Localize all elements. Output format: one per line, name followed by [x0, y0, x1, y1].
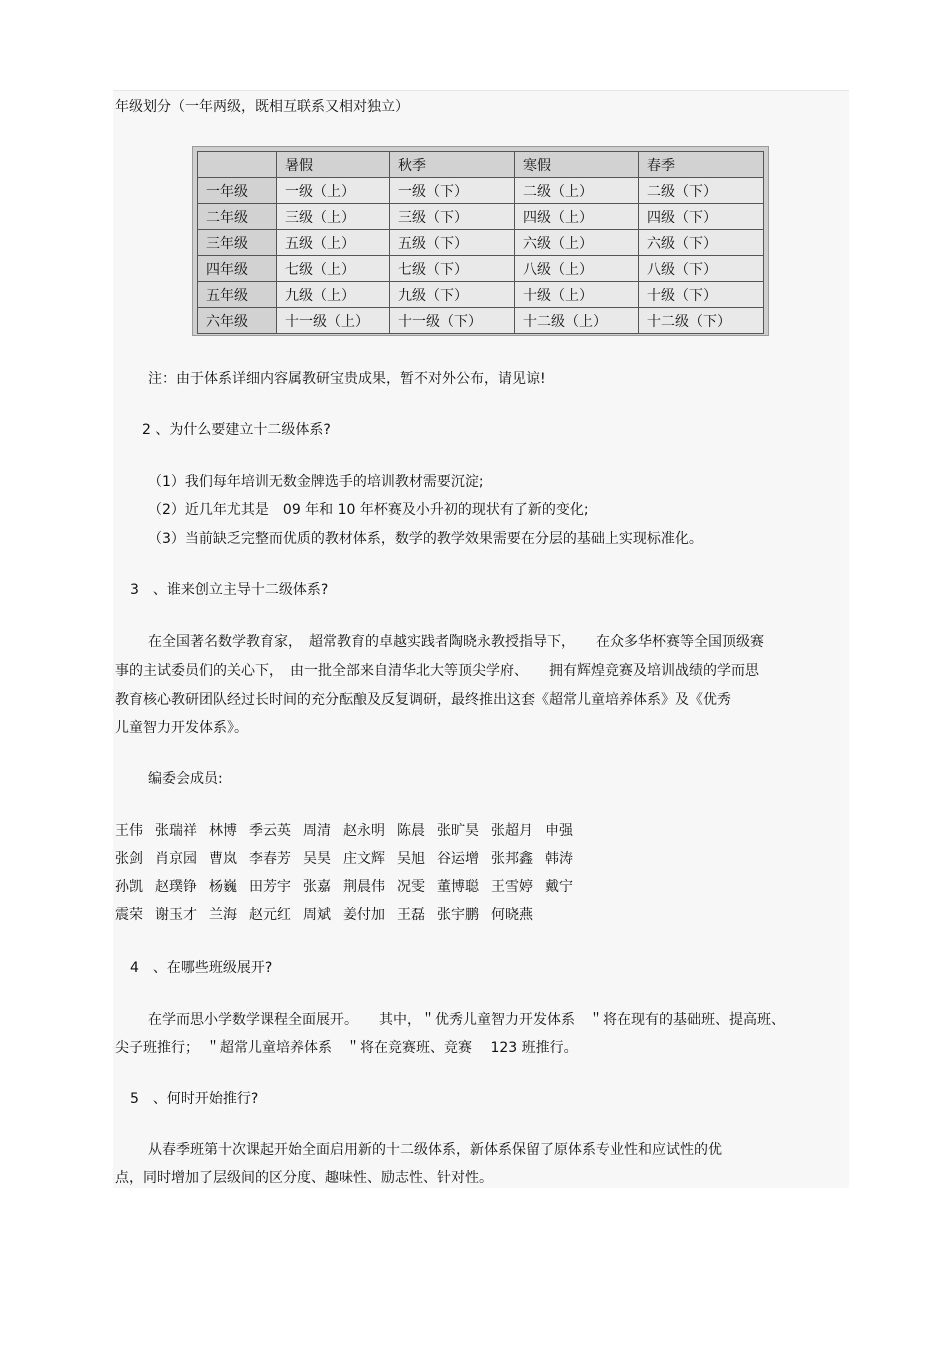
note-text: 注：由于体系详细内容属教研宝贵成果，暂不对外公布，请见谅! [148, 371, 546, 387]
member-name: 董博聪 [437, 879, 479, 895]
table-cell: 一级（下） [390, 178, 515, 204]
table-cell: 八级（下） [639, 256, 764, 282]
member-row [115, 878, 585, 906]
member-name: 林博 [209, 823, 237, 839]
member-name: 庄文辉 [343, 851, 385, 867]
member-name: 吴昊 [303, 851, 331, 867]
member-name: 兰海 [209, 907, 237, 923]
member-name: 肖京园 [155, 851, 197, 867]
table-cell: 十一级（上） [277, 308, 390, 334]
member-name: 张旷昊 [437, 823, 479, 839]
table-cell: 三级（上） [277, 204, 390, 230]
member-name: 杨巍 [209, 879, 237, 895]
member-name: 王伟 [115, 823, 143, 839]
table-header-row [198, 152, 764, 178]
committee-members [115, 822, 585, 934]
q2-heading: 2 、为什么要建立十二级体系? [142, 422, 331, 438]
member-name: 赵永明 [343, 823, 385, 839]
member-row [115, 822, 585, 850]
table-header-cell: 秋季 [390, 152, 515, 178]
member-name: 吴旭 [397, 851, 425, 867]
table-cell: 二级（下） [639, 178, 764, 204]
table-row [198, 308, 764, 334]
member-row [115, 906, 585, 934]
q3-paragraph-line: 教育核心教研团队经过长时间的充分酝酿及反复调研，最终推出这套《超常儿童培养体系》及《优秀 [115, 692, 731, 708]
table-cell: 四级（下） [639, 204, 764, 230]
table-row [198, 230, 764, 256]
table-header-cell: 暑假 [277, 152, 390, 178]
member-name: 谢玉才 [155, 907, 197, 923]
q3-paragraph-line: 在全国著名数学教育家， 超常教育的卓越实践者陶晓永教授指导下， 在众多华杯赛等全国顶级赛 [148, 634, 764, 650]
row-header-cell: 五年级 [198, 282, 277, 308]
member-name: 赵璞铮 [155, 879, 197, 895]
table-cell: 六级（上） [515, 230, 639, 256]
q5-paragraph-line: 点，同时增加了层级间的区分度、趣味性、励志性、针对性。 [115, 1170, 493, 1186]
member-name: 曹岚 [209, 851, 237, 867]
table-cell: 二级（上） [515, 178, 639, 204]
table-cell: 十一级（下） [390, 308, 515, 334]
table-cell: 三级（下） [390, 204, 515, 230]
table-header-cell [198, 152, 277, 178]
table-cell: 一级（上） [277, 178, 390, 204]
member-name: 申强 [545, 823, 573, 839]
table-cell: 四级（上） [515, 204, 639, 230]
table-header-cell: 寒假 [515, 152, 639, 178]
member-name: 孙凯 [115, 879, 143, 895]
member-name: 田芳宇 [249, 879, 291, 895]
member-name: 况雯 [397, 879, 425, 895]
row-header-cell: 三年级 [198, 230, 277, 256]
member-name: 何晓燕 [491, 907, 533, 923]
q2-item: （1）我们每年培训无数金牌选手的培训教材需要沉淀; [148, 474, 484, 490]
member-name: 张邦鑫 [491, 851, 533, 867]
table-row [198, 178, 764, 204]
q2-item: （2）近几年尤其是 09 年和 10 年杯赛及小升初的现状有了新的变化; [148, 502, 589, 518]
table-cell: 十级（下） [639, 282, 764, 308]
committee-label: 编委会成员: [148, 771, 223, 787]
q2-item: （3）当前缺乏完整而优质的教材体系，数学的教学效果需要在分层的基础上实现标准化。 [148, 531, 703, 547]
page-title: 年级划分（一年两级，既相互联系又相对独立） [115, 99, 409, 115]
table-cell: 九级（下） [390, 282, 515, 308]
table-cell: 九级（上） [277, 282, 390, 308]
table-cell: 五级（下） [390, 230, 515, 256]
table-row [198, 204, 764, 230]
member-name: 陈晨 [397, 823, 425, 839]
table-cell: 七级（下） [390, 256, 515, 282]
table-row [198, 256, 764, 282]
q4-paragraph-line: 尖子班推行； ＂超常儿童培养体系 ＂将在竞赛班、竞赛 123 班推行。 [115, 1040, 578, 1056]
q5-paragraph-line: 从春季班第十次课起开始全面启用新的十二级体系，新体系保留了原体系专业性和应试性的优 [148, 1142, 722, 1158]
member-name: 张宇鹏 [437, 907, 479, 923]
member-name: 谷运增 [437, 851, 479, 867]
member-name: 荆晨伟 [343, 879, 385, 895]
member-name: 韩涛 [545, 851, 573, 867]
member-name: 震荣 [115, 907, 143, 923]
table-cell: 十二级（下） [639, 308, 764, 334]
q3-paragraph-line: 儿童智力开发体系》。 [115, 720, 248, 736]
table-cell: 十二级（上） [515, 308, 639, 334]
table-cell: 五级（上） [277, 230, 390, 256]
member-row [115, 850, 585, 878]
table-cell: 八级（上） [515, 256, 639, 282]
member-name: 赵元红 [249, 907, 291, 923]
q3-heading: 3 、谁来创立主导十二级体系? [130, 582, 329, 598]
member-name: 李春芳 [249, 851, 291, 867]
q4-heading: 4 、在哪些班级展开? [130, 960, 273, 976]
grade-table [192, 146, 769, 336]
q3-paragraph-line: 事的主试委员们的关心下， 由一批全部来自清华北大等顶尖学府、 拥有辉煌竞赛及培训战绩的学而思 [115, 663, 759, 679]
member-name: 王磊 [397, 907, 425, 923]
table-header-cell: 春季 [639, 152, 764, 178]
table-cell: 七级（上） [277, 256, 390, 282]
row-header-cell: 一年级 [198, 178, 277, 204]
row-header-cell: 二年级 [198, 204, 277, 230]
table-cell: 六级（下） [639, 230, 764, 256]
member-name: 王雪婷 [491, 879, 533, 895]
member-name: 张超月 [491, 823, 533, 839]
member-name: 张剑 [115, 851, 143, 867]
row-header-cell: 四年级 [198, 256, 277, 282]
member-name: 姜付加 [343, 907, 385, 923]
member-name: 周斌 [303, 907, 331, 923]
member-name: 张瑞祥 [155, 823, 197, 839]
member-name: 季云英 [249, 823, 291, 839]
table-row [198, 282, 764, 308]
q4-paragraph-line: 在学而思小学数学课程全面展开。 其中，＂优秀儿童智力开发体系 ＂将在现有的基础班、提高班、 [148, 1012, 785, 1028]
row-header-cell: 六年级 [198, 308, 277, 334]
member-name: 戴宁 [545, 879, 573, 895]
member-name: 周清 [303, 823, 331, 839]
table-cell: 十级（上） [515, 282, 639, 308]
member-name: 张嘉 [303, 879, 331, 895]
q5-heading: 5 、何时开始推行? [130, 1091, 259, 1107]
